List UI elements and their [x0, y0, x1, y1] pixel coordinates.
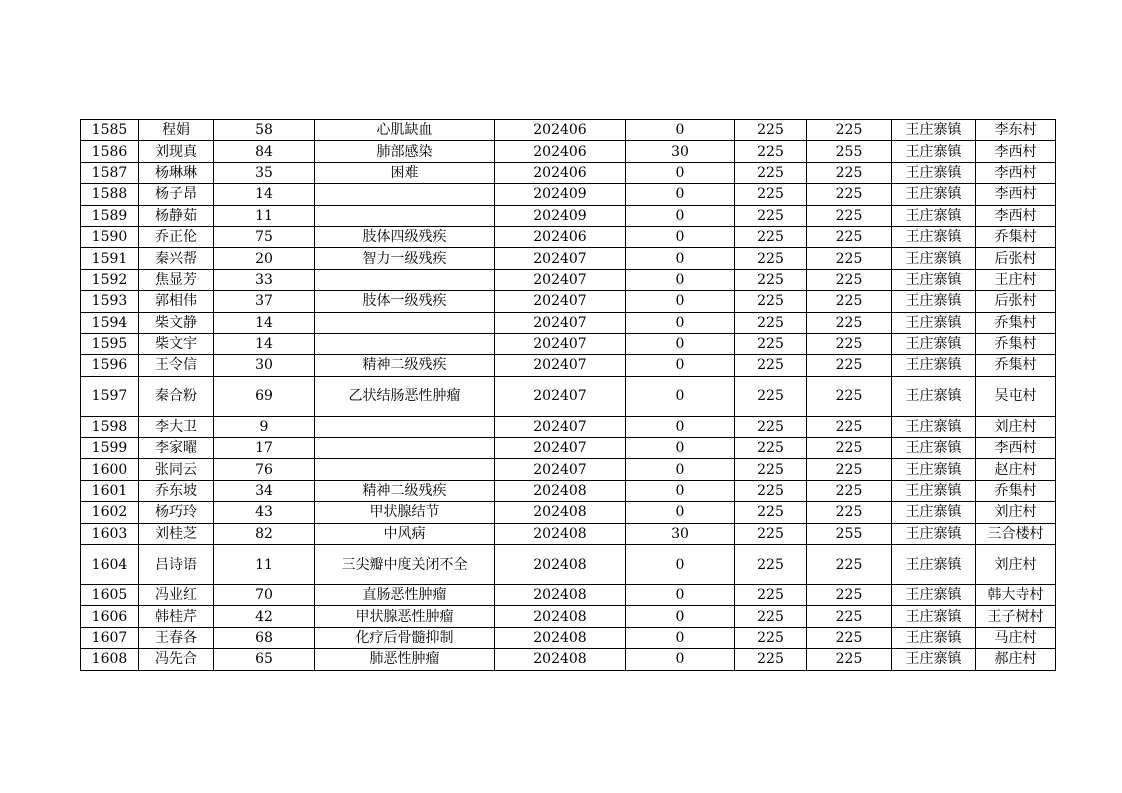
cell-extra-amount: 0 — [626, 312, 735, 333]
cell-total-amount: 225 — [807, 120, 892, 141]
table-row — [81, 649, 1056, 670]
cell-base-amount: 225 — [735, 502, 807, 523]
cell-total-amount: 225 — [807, 355, 892, 376]
cell-serial-number: 1596 — [81, 355, 139, 376]
cell-village: 后张村 — [976, 248, 1056, 269]
cell-month: 202407 — [495, 291, 626, 312]
cell-town: 王庄寨镇 — [892, 459, 976, 480]
cell-town: 王庄寨镇 — [892, 269, 976, 290]
cell-age: 68 — [214, 627, 315, 648]
cell-serial-number: 1594 — [81, 312, 139, 333]
cell-age: 75 — [214, 226, 315, 247]
cell-month: 202408 — [495, 627, 626, 648]
cell-town: 王庄寨镇 — [892, 438, 976, 459]
cell-name: 王春各 — [139, 627, 214, 648]
cell-total-amount: 225 — [807, 606, 892, 627]
cell-extra-amount: 0 — [626, 184, 735, 205]
cell-extra-amount: 0 — [626, 459, 735, 480]
cell-base-amount: 225 — [735, 141, 807, 162]
cell-extra-amount: 30 — [626, 523, 735, 544]
cell-month: 202408 — [495, 523, 626, 544]
table-row — [81, 502, 1056, 523]
cell-age: 84 — [214, 141, 315, 162]
cell-base-amount: 225 — [735, 480, 807, 501]
cell-base-amount: 225 — [735, 649, 807, 670]
cell-name: 张同云 — [139, 459, 214, 480]
cell-month: 202408 — [495, 480, 626, 501]
cell-age: 65 — [214, 649, 315, 670]
cell-extra-amount: 0 — [626, 205, 735, 226]
cell-serial-number: 1599 — [81, 438, 139, 459]
cell-town: 王庄寨镇 — [892, 162, 976, 183]
cell-extra-amount: 0 — [626, 226, 735, 247]
cell-total-amount: 255 — [807, 141, 892, 162]
cell-town: 王庄寨镇 — [892, 416, 976, 437]
cell-age: 30 — [214, 355, 315, 376]
cell-town: 王庄寨镇 — [892, 248, 976, 269]
cell-month: 202406 — [495, 226, 626, 247]
table-row — [81, 205, 1056, 226]
cell-name: 韩桂芹 — [139, 606, 214, 627]
cell-total-amount: 225 — [807, 480, 892, 501]
table-row — [81, 291, 1056, 312]
cell-extra-amount: 0 — [626, 480, 735, 501]
cell-extra-amount: 0 — [626, 502, 735, 523]
cell-age: 20 — [214, 248, 315, 269]
cell-month: 202407 — [495, 269, 626, 290]
cell-total-amount: 255 — [807, 523, 892, 544]
cell-extra-amount: 0 — [626, 627, 735, 648]
cell-village: 李西村 — [976, 184, 1056, 205]
cell-base-amount: 225 — [735, 585, 807, 606]
cell-age: 33 — [214, 269, 315, 290]
cell-total-amount: 225 — [807, 162, 892, 183]
cell-town: 王庄寨镇 — [892, 333, 976, 354]
cell-total-amount: 225 — [807, 205, 892, 226]
cell-age: 69 — [214, 376, 315, 416]
cell-total-amount: 225 — [807, 545, 892, 585]
cell-village: 刘庄村 — [976, 502, 1056, 523]
cell-serial-number: 1586 — [81, 141, 139, 162]
cell-village: 马庄村 — [976, 627, 1056, 648]
cell-town: 王庄寨镇 — [892, 120, 976, 141]
cell-base-amount: 225 — [735, 333, 807, 354]
cell-serial-number: 1607 — [81, 627, 139, 648]
cell-age: 34 — [214, 480, 315, 501]
cell-extra-amount: 0 — [626, 606, 735, 627]
cell-village: 郝庄村 — [976, 649, 1056, 670]
cell-base-amount: 225 — [735, 627, 807, 648]
cell-diagnosis — [315, 184, 495, 205]
cell-age: 58 — [214, 120, 315, 141]
cell-month: 202408 — [495, 649, 626, 670]
cell-village: 乔集村 — [976, 312, 1056, 333]
cell-diagnosis — [315, 459, 495, 480]
table-row — [81, 162, 1056, 183]
cell-extra-amount: 0 — [626, 649, 735, 670]
cell-month: 202407 — [495, 333, 626, 354]
cell-month: 202409 — [495, 184, 626, 205]
cell-month: 202407 — [495, 248, 626, 269]
cell-name: 柴文宇 — [139, 333, 214, 354]
cell-diagnosis: 肺恶性肿瘤 — [315, 649, 495, 670]
cell-extra-amount: 0 — [626, 355, 735, 376]
cell-town: 王庄寨镇 — [892, 585, 976, 606]
cell-serial-number: 1589 — [81, 205, 139, 226]
cell-village: 刘庄村 — [976, 545, 1056, 585]
cell-name: 程娟 — [139, 120, 214, 141]
cell-serial-number: 1590 — [81, 226, 139, 247]
cell-extra-amount: 0 — [626, 416, 735, 437]
cell-diagnosis: 甲状腺结节 — [315, 502, 495, 523]
cell-age: 11 — [214, 205, 315, 226]
table-row — [81, 141, 1056, 162]
cell-town: 王庄寨镇 — [892, 502, 976, 523]
cell-village: 乔集村 — [976, 480, 1056, 501]
cell-name: 乔正伦 — [139, 226, 214, 247]
cell-diagnosis: 精神二级残疾 — [315, 480, 495, 501]
cell-base-amount: 225 — [735, 162, 807, 183]
cell-extra-amount: 0 — [626, 545, 735, 585]
cell-name: 柴文静 — [139, 312, 214, 333]
cell-base-amount: 225 — [735, 312, 807, 333]
cell-total-amount: 225 — [807, 502, 892, 523]
cell-name: 乔东坡 — [139, 480, 214, 501]
cell-month: 202408 — [495, 502, 626, 523]
cell-town: 王庄寨镇 — [892, 545, 976, 585]
cell-name: 冯业红 — [139, 585, 214, 606]
cell-total-amount: 225 — [807, 459, 892, 480]
cell-name: 秦兴帮 — [139, 248, 214, 269]
cell-base-amount: 225 — [735, 355, 807, 376]
cell-village: 乔集村 — [976, 226, 1056, 247]
cell-diagnosis: 乙状结肠恶性肿瘤 — [315, 376, 495, 416]
cell-serial-number: 1585 — [81, 120, 139, 141]
cell-town: 王庄寨镇 — [892, 226, 976, 247]
table-row — [81, 606, 1056, 627]
cell-diagnosis: 困难 — [315, 162, 495, 183]
cell-name: 杨子昂 — [139, 184, 214, 205]
cell-base-amount: 225 — [735, 459, 807, 480]
cell-extra-amount: 30 — [626, 141, 735, 162]
cell-diagnosis: 甲状腺恶性肿瘤 — [315, 606, 495, 627]
cell-month: 202408 — [495, 545, 626, 585]
cell-town: 王庄寨镇 — [892, 480, 976, 501]
cell-age: 76 — [214, 459, 315, 480]
cell-town: 王庄寨镇 — [892, 355, 976, 376]
cell-serial-number: 1602 — [81, 502, 139, 523]
cell-diagnosis: 肢体四级残疾 — [315, 226, 495, 247]
table-row — [81, 376, 1056, 416]
cell-name: 秦合粉 — [139, 376, 214, 416]
cell-name: 杨巧玲 — [139, 502, 214, 523]
cell-diagnosis — [315, 416, 495, 437]
cell-village: 乔集村 — [976, 355, 1056, 376]
cell-diagnosis — [315, 438, 495, 459]
table-row — [81, 269, 1056, 290]
cell-total-amount: 225 — [807, 585, 892, 606]
cell-extra-amount: 0 — [626, 162, 735, 183]
cell-base-amount: 225 — [735, 205, 807, 226]
cell-diagnosis: 肢体一级残疾 — [315, 291, 495, 312]
cell-base-amount: 225 — [735, 545, 807, 585]
cell-month: 202409 — [495, 205, 626, 226]
cell-serial-number: 1591 — [81, 248, 139, 269]
cell-diagnosis: 中风病 — [315, 523, 495, 544]
cell-name: 吕诗语 — [139, 545, 214, 585]
cell-name: 王令信 — [139, 355, 214, 376]
cell-base-amount: 225 — [735, 291, 807, 312]
cell-town: 王庄寨镇 — [892, 606, 976, 627]
cell-serial-number: 1604 — [81, 545, 139, 585]
table-row — [81, 545, 1056, 585]
cell-age: 11 — [214, 545, 315, 585]
table-row — [81, 333, 1056, 354]
cell-total-amount: 225 — [807, 627, 892, 648]
cell-serial-number: 1601 — [81, 480, 139, 501]
cell-month: 202407 — [495, 376, 626, 416]
cell-total-amount: 225 — [807, 291, 892, 312]
cell-name: 冯先合 — [139, 649, 214, 670]
cell-village: 王庄村 — [976, 269, 1056, 290]
cell-diagnosis: 直肠恶性肿瘤 — [315, 585, 495, 606]
table-row — [81, 248, 1056, 269]
cell-base-amount: 225 — [735, 269, 807, 290]
cell-serial-number: 1605 — [81, 585, 139, 606]
cell-name: 杨静茹 — [139, 205, 214, 226]
cell-village: 刘庄村 — [976, 416, 1056, 437]
table-row — [81, 627, 1056, 648]
cell-total-amount: 225 — [807, 333, 892, 354]
cell-base-amount: 225 — [735, 248, 807, 269]
table-row — [81, 459, 1056, 480]
cell-age: 14 — [214, 184, 315, 205]
cell-diagnosis: 智力一级残疾 — [315, 248, 495, 269]
table-row — [81, 585, 1056, 606]
cell-town: 王庄寨镇 — [892, 184, 976, 205]
cell-serial-number: 1597 — [81, 376, 139, 416]
cell-month: 202406 — [495, 141, 626, 162]
table-row — [81, 312, 1056, 333]
cell-month: 202407 — [495, 355, 626, 376]
cell-total-amount: 225 — [807, 248, 892, 269]
cell-village: 李东村 — [976, 120, 1056, 141]
cell-town: 王庄寨镇 — [892, 627, 976, 648]
cell-serial-number: 1587 — [81, 162, 139, 183]
cell-base-amount: 225 — [735, 438, 807, 459]
cell-diagnosis: 精神二级残疾 — [315, 355, 495, 376]
cell-serial-number: 1598 — [81, 416, 139, 437]
table-row — [81, 480, 1056, 501]
cell-age: 70 — [214, 585, 315, 606]
cell-extra-amount: 0 — [626, 376, 735, 416]
cell-base-amount: 225 — [735, 376, 807, 416]
cell-month: 202407 — [495, 438, 626, 459]
cell-diagnosis — [315, 205, 495, 226]
cell-village: 吴屯村 — [976, 376, 1056, 416]
cell-age: 9 — [214, 416, 315, 437]
cell-diagnosis: 肺部感染 — [315, 141, 495, 162]
cell-total-amount: 225 — [807, 312, 892, 333]
cell-town: 王庄寨镇 — [892, 205, 976, 226]
cell-diagnosis — [315, 269, 495, 290]
cell-base-amount: 225 — [735, 606, 807, 627]
cell-base-amount: 225 — [735, 523, 807, 544]
cell-total-amount: 225 — [807, 269, 892, 290]
cell-age: 14 — [214, 312, 315, 333]
cell-diagnosis: 三尖瓣中度关闭不全 — [315, 545, 495, 585]
cell-village: 李西村 — [976, 438, 1056, 459]
data-table — [80, 119, 1056, 671]
cell-village: 乔集村 — [976, 333, 1056, 354]
cell-age: 82 — [214, 523, 315, 544]
cell-age: 17 — [214, 438, 315, 459]
cell-name: 杨琳琳 — [139, 162, 214, 183]
cell-month: 202407 — [495, 459, 626, 480]
cell-village: 李西村 — [976, 162, 1056, 183]
cell-age: 43 — [214, 502, 315, 523]
cell-base-amount: 225 — [735, 184, 807, 205]
cell-extra-amount: 0 — [626, 248, 735, 269]
cell-age: 37 — [214, 291, 315, 312]
cell-month: 202407 — [495, 312, 626, 333]
table-row — [81, 355, 1056, 376]
table-row — [81, 416, 1056, 437]
cell-village: 赵庄村 — [976, 459, 1056, 480]
cell-total-amount: 225 — [807, 416, 892, 437]
table-row — [81, 523, 1056, 544]
cell-name: 刘现真 — [139, 141, 214, 162]
cell-age: 35 — [214, 162, 315, 183]
cell-town: 王庄寨镇 — [892, 291, 976, 312]
cell-town: 王庄寨镇 — [892, 649, 976, 670]
cell-town: 王庄寨镇 — [892, 523, 976, 544]
cell-village: 三合楼村 — [976, 523, 1056, 544]
cell-name: 郭相伟 — [139, 291, 214, 312]
cell-total-amount: 225 — [807, 376, 892, 416]
cell-diagnosis — [315, 333, 495, 354]
cell-extra-amount: 0 — [626, 120, 735, 141]
cell-name: 刘桂芝 — [139, 523, 214, 544]
cell-village: 李西村 — [976, 205, 1056, 226]
cell-extra-amount: 0 — [626, 291, 735, 312]
cell-town: 王庄寨镇 — [892, 376, 976, 416]
cell-total-amount: 225 — [807, 226, 892, 247]
cell-base-amount: 225 — [735, 416, 807, 437]
cell-serial-number: 1588 — [81, 184, 139, 205]
cell-name: 焦显芳 — [139, 269, 214, 290]
table-row — [81, 226, 1056, 247]
cell-village: 后张村 — [976, 291, 1056, 312]
cell-month: 202406 — [495, 162, 626, 183]
cell-base-amount: 225 — [735, 120, 807, 141]
cell-diagnosis — [315, 312, 495, 333]
cell-village: 李西村 — [976, 141, 1056, 162]
cell-town: 王庄寨镇 — [892, 312, 976, 333]
cell-name: 李家曜 — [139, 438, 214, 459]
cell-age: 42 — [214, 606, 315, 627]
cell-month: 202407 — [495, 416, 626, 437]
cell-name: 李大卫 — [139, 416, 214, 437]
cell-serial-number: 1595 — [81, 333, 139, 354]
cell-age: 14 — [214, 333, 315, 354]
cell-serial-number: 1593 — [81, 291, 139, 312]
cell-diagnosis: 心肌缺血 — [315, 120, 495, 141]
cell-village: 韩大寺村 — [976, 585, 1056, 606]
cell-serial-number: 1592 — [81, 269, 139, 290]
cell-extra-amount: 0 — [626, 585, 735, 606]
cell-serial-number: 1608 — [81, 649, 139, 670]
cell-diagnosis: 化疗后骨髓抑制 — [315, 627, 495, 648]
cell-town: 王庄寨镇 — [892, 141, 976, 162]
cell-serial-number: 1606 — [81, 606, 139, 627]
cell-month: 202408 — [495, 606, 626, 627]
table-row — [81, 438, 1056, 459]
cell-base-amount: 225 — [735, 226, 807, 247]
cell-total-amount: 225 — [807, 184, 892, 205]
table-body — [81, 120, 1056, 671]
cell-total-amount: 225 — [807, 649, 892, 670]
cell-extra-amount: 0 — [626, 269, 735, 290]
cell-month: 202406 — [495, 120, 626, 141]
cell-serial-number: 1600 — [81, 459, 139, 480]
cell-village: 王子树村 — [976, 606, 1056, 627]
cell-month: 202408 — [495, 585, 626, 606]
cell-total-amount: 225 — [807, 438, 892, 459]
cell-extra-amount: 0 — [626, 438, 735, 459]
cell-serial-number: 1603 — [81, 523, 139, 544]
table-row — [81, 184, 1056, 205]
cell-extra-amount: 0 — [626, 333, 735, 354]
table-row — [81, 120, 1056, 141]
